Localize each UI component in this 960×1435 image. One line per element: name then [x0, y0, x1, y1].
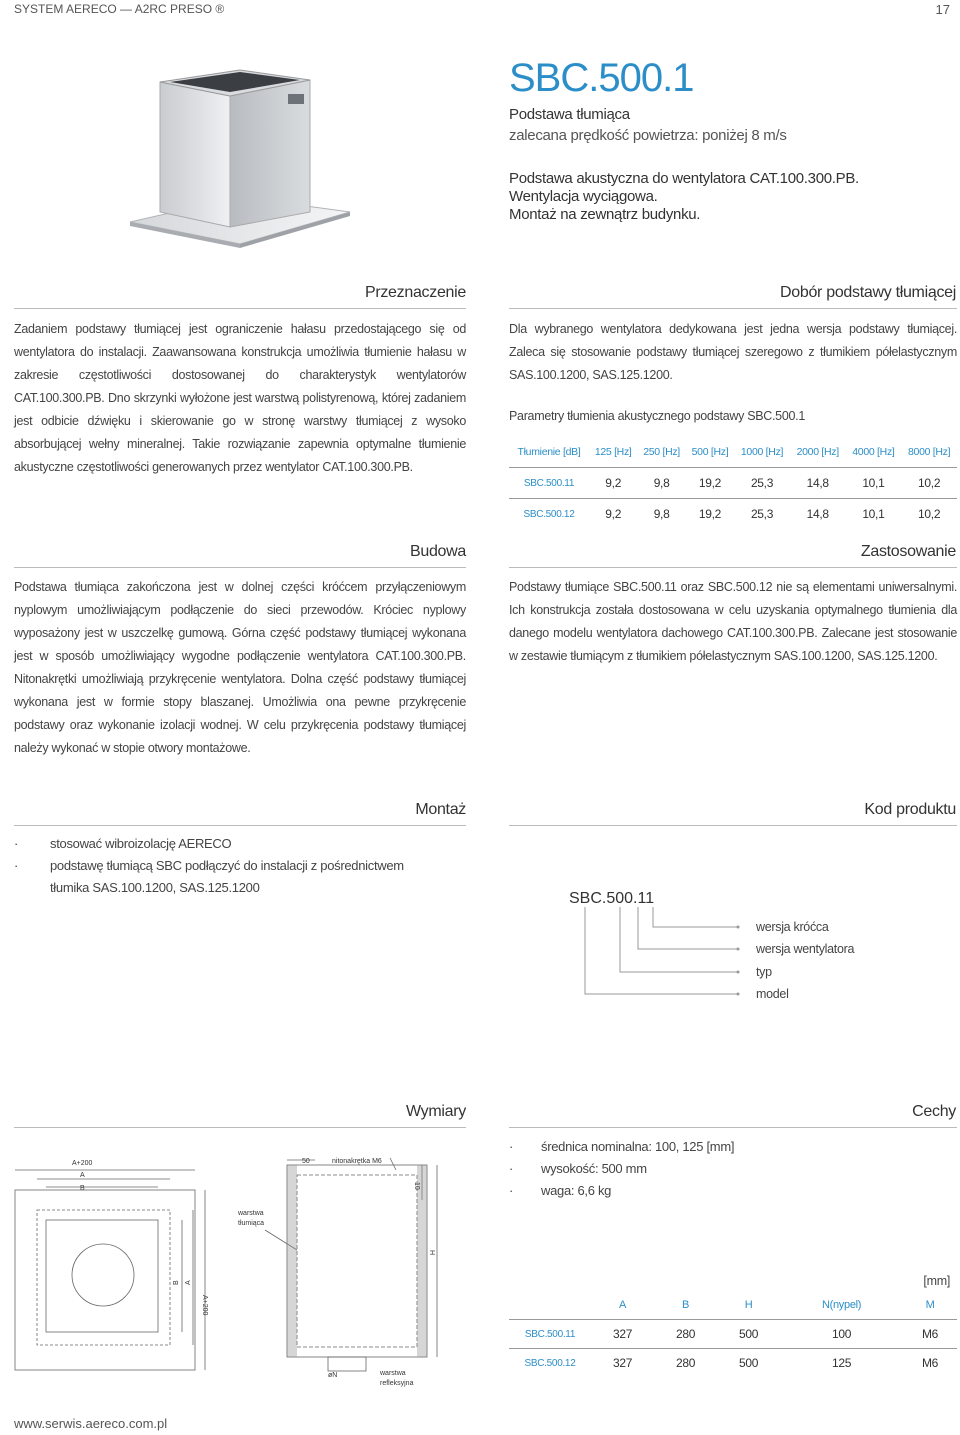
list-item: · wysokość: 500 mm [509, 1161, 647, 1176]
divider [509, 567, 957, 568]
divider [509, 1127, 957, 1128]
product-speed: zalecana prędkość powietrza: poniżej 8 m/s [509, 127, 787, 144]
table-row [509, 499, 957, 530]
table-cell: 100 [780, 1320, 903, 1349]
table-cell: 10,2 [901, 468, 957, 499]
code-label-typ: typ [756, 965, 772, 979]
table-row [509, 468, 957, 499]
page-number: 17 [935, 2, 950, 17]
table-cell: 9,2 [589, 468, 637, 499]
table-cell: 14,8 [790, 468, 846, 499]
table-cell: 327 [591, 1320, 654, 1349]
table-cell: 280 [654, 1320, 717, 1349]
divider [14, 567, 466, 568]
cechy-list [509, 1136, 949, 1202]
heading-kod-produktu: Kod produktu [864, 801, 956, 818]
dim-a: A [80, 1172, 85, 1179]
divider [509, 308, 957, 309]
table-cell: 25,3 [734, 499, 790, 530]
column-header: H [744, 1299, 753, 1311]
table-cell: 125 [780, 1349, 903, 1378]
product-title: SBC.500.1 [509, 56, 694, 100]
list-item: · średnica nominalna: 100, 125 [mm] [509, 1139, 735, 1154]
row-label: SBC.500.12 [509, 1349, 591, 1378]
attenuation-table [509, 437, 957, 529]
heading-wymiary: Wymiary [406, 1103, 466, 1120]
column-header [509, 1291, 591, 1320]
table-row [509, 1320, 957, 1349]
list-item-text: średnica nominalna: 100, 125 [mm] [541, 1139, 735, 1154]
code-label-wentylator: wersja wentylatora [756, 942, 855, 956]
row-label: SBC.500.11 [509, 468, 589, 499]
table-cell: M6 [903, 1349, 957, 1378]
dim-a200: A+200 [72, 1160, 93, 1167]
table-header-row [509, 1291, 957, 1320]
code-label-krociec: wersja króćca [756, 920, 829, 934]
description-line: Podstawa akustyczna do wentylatora CAT.100.300.PB. [509, 170, 859, 187]
table-cell: 500 [717, 1320, 780, 1349]
divider [509, 825, 957, 826]
table-cell: 14,8 [790, 499, 846, 530]
row-label: SBC.500.12 [509, 499, 589, 530]
table-cell: 25,3 [734, 468, 790, 499]
dim-diameter-n: øN [328, 1372, 338, 1379]
column-header: 1000 [Hz] [740, 446, 784, 458]
list-item-text: wysokość: 500 mm [541, 1161, 647, 1176]
column-header: 8000 [Hz] [907, 446, 951, 458]
zastosowanie-text: Podstawy tłumiące SBC.500.11 oraz SBC.500.12 nie są elementami uniwersalnymi. Ich konstrukcja została dostosowana w celu uzyskania optymalnego tłumienia dla danego modelu wentylatora dachowego CAT.100.300.PB. Zalecane jest stosowanie w zestawie tłumiącym z tłumikiem półelastycznym SAS.100.1200, SAS.125.1200. [509, 580, 957, 663]
table-row [509, 1349, 957, 1378]
table-header-row [509, 437, 957, 468]
table-cell: 10,2 [901, 499, 957, 530]
table-cell: 9,8 [637, 468, 685, 499]
divider [14, 825, 466, 826]
label-line: warstwa [380, 1370, 406, 1377]
product-code-diagram [560, 905, 760, 1005]
label-line: tłumiąca [238, 1220, 265, 1227]
heading-cechy: Cechy [912, 1103, 956, 1120]
table-cell: 10,1 [846, 468, 902, 499]
description-line: Wentylacja wyciągowa. [509, 188, 658, 205]
dim-a200-vertical: A+200 [201, 1295, 208, 1316]
table-cell: 9,8 [637, 499, 685, 530]
budowa-text: Podstawa tłumiąca zakończona jest w dolnej części króćcem przyłączeniowym nyplowym umożliwiającym podłączenie do sieci przewodów. Króciec nyplowy wyposażony jest w uszczelkę gumową. Górna część podstawy tłumiącej wykonana jest w sposób umożliwiający wygodne podłączenie wentylatora CAT.100.300.PB. Nitonakrętki umożliwiają przykręcenie wentylatora. Dolna część podstawy tłumiącej wykonana jest w formie stopy blaszanej. Umożliwia ona pewne przykręcenie podstawy oraz wykonanie izolacji wodnej. W celu przykręcenia podstawy tłumiącej należy wykonać w stopie otwory montażowe. [14, 580, 466, 755]
column-header: A [619, 1299, 627, 1311]
list-item: · podstawę tłumiącą SBC podłączyć do instalacji z pośrednictwem tłumika SAS.100.1200, SAS.125.1200 [14, 858, 404, 895]
label-warstwa-refleksyjna [379, 1370, 414, 1387]
table-cell: M6 [903, 1320, 957, 1349]
table-cell: 500 [717, 1349, 780, 1378]
column-header: B [682, 1299, 690, 1311]
list-item-text: waga: 6,6 kg [541, 1183, 612, 1198]
attenuation-table-title: Parametry tłumienia akustycznego podstawy SBC.500.1 [509, 409, 805, 423]
divider [14, 308, 466, 309]
label-nitonakretka: nitonakrętka M6 [332, 1158, 382, 1165]
list-item: · waga: 6,6 kg [509, 1183, 612, 1198]
table-cell: 9,2 [589, 499, 637, 530]
product-description [509, 170, 859, 224]
przeznaczenie-text: Zadaniem podstawy tłumiącej jest ograniczenie hałasu przedostającego się od wentylatora do instalacji. Zaawansowana konstrukcja umożliwia tłumienie hałasu w zakresie częstotliwości dostosowanej do charakterystyk wentylatorów CAT.100.300.PB. Dno skrzynki wyłożone jest warstwą polistyrenową, której zadaniem jest odbicie dźwięku i skierowanie go w stronę warstwy tłumiącej z wysoko absorbującej wełny mineralnej. Takie rozwiązanie zapewnia optymalne tłumienie akustyczne częstotliwości generowanych przez wentylator CAT.100.300.PB. [14, 322, 466, 474]
label-line: warstwa [238, 1210, 264, 1217]
column-header: M [925, 1299, 935, 1311]
product-image [110, 62, 370, 282]
header-title: SYSTEM AERECO — A2RC PRESO ® [14, 2, 225, 16]
dim-a-vertical: A [185, 1280, 192, 1285]
dim-h: H [428, 1250, 435, 1256]
dim-b-vertical: B [173, 1280, 180, 1285]
table-cell: 327 [591, 1349, 654, 1378]
code-label-model: model [756, 987, 789, 1001]
description-line: Montaż na zewnątrz budynku. [509, 206, 701, 223]
heading-dobor: Dobór podstawy tłumiącej [780, 284, 956, 301]
column-header: Tłumienie [dB] [517, 446, 581, 458]
dim-10: 10 [413, 1182, 420, 1190]
heading-budowa: Budowa [409, 543, 466, 560]
label-line: refleksyjna [380, 1380, 414, 1387]
dobor-text: Dla wybranego wentylatora dedykowana jest jedna wersja podstawy tłumiącej. Zaleca się stosowanie podstawy tłumiącej szeregowo z tłumikiem półelastycznym SAS.100.1200, SAS.125.1200. [509, 322, 957, 382]
heading-zastosowanie: Zastosowanie [860, 543, 956, 560]
column-header: 4000 [Hz] [852, 446, 895, 458]
label-warstwa-tlumiaca [237, 1210, 264, 1227]
dimension-drawing [10, 1140, 450, 1410]
montaz-list [14, 833, 454, 899]
table-cell: 280 [654, 1349, 717, 1378]
list-item-text: podstawę tłumiącą SBC podłączyć do instalacji z pośrednictwem tłumika SAS.100.1200, SAS.125.1200 [50, 858, 404, 895]
list-item-text: stosować wibroizolację AERECO [50, 836, 232, 851]
heading-montaz: Montaż [415, 801, 466, 818]
footer-url[interactable]: www.serwis.aereco.com.pl [14, 1416, 168, 1431]
product-subtitle: Podstawa tłumiąca [509, 106, 630, 123]
column-header: N(nypel) [821, 1299, 862, 1311]
column-header: 250 [Hz] [643, 446, 680, 458]
column-header: 500 [Hz] [691, 446, 729, 458]
column-header: 2000 [Hz] [796, 446, 839, 458]
table-cell: 19,2 [686, 499, 734, 530]
dim-50: 50 [302, 1158, 310, 1165]
unit-label: [mm] [923, 1274, 950, 1288]
table-cell: 19,2 [686, 468, 734, 499]
dimensions-table [509, 1291, 957, 1377]
divider [14, 1127, 466, 1128]
row-label: SBC.500.11 [509, 1320, 591, 1349]
column-header: 125 [Hz] [594, 446, 632, 458]
table-cell: 10,1 [846, 499, 902, 530]
list-item: · stosować wibroizolację AERECO [14, 836, 232, 851]
product-code: SBC.500.11 [569, 890, 655, 907]
dim-b: B [80, 1185, 85, 1192]
heading-przeznaczenie: Przeznaczenie [364, 284, 466, 301]
